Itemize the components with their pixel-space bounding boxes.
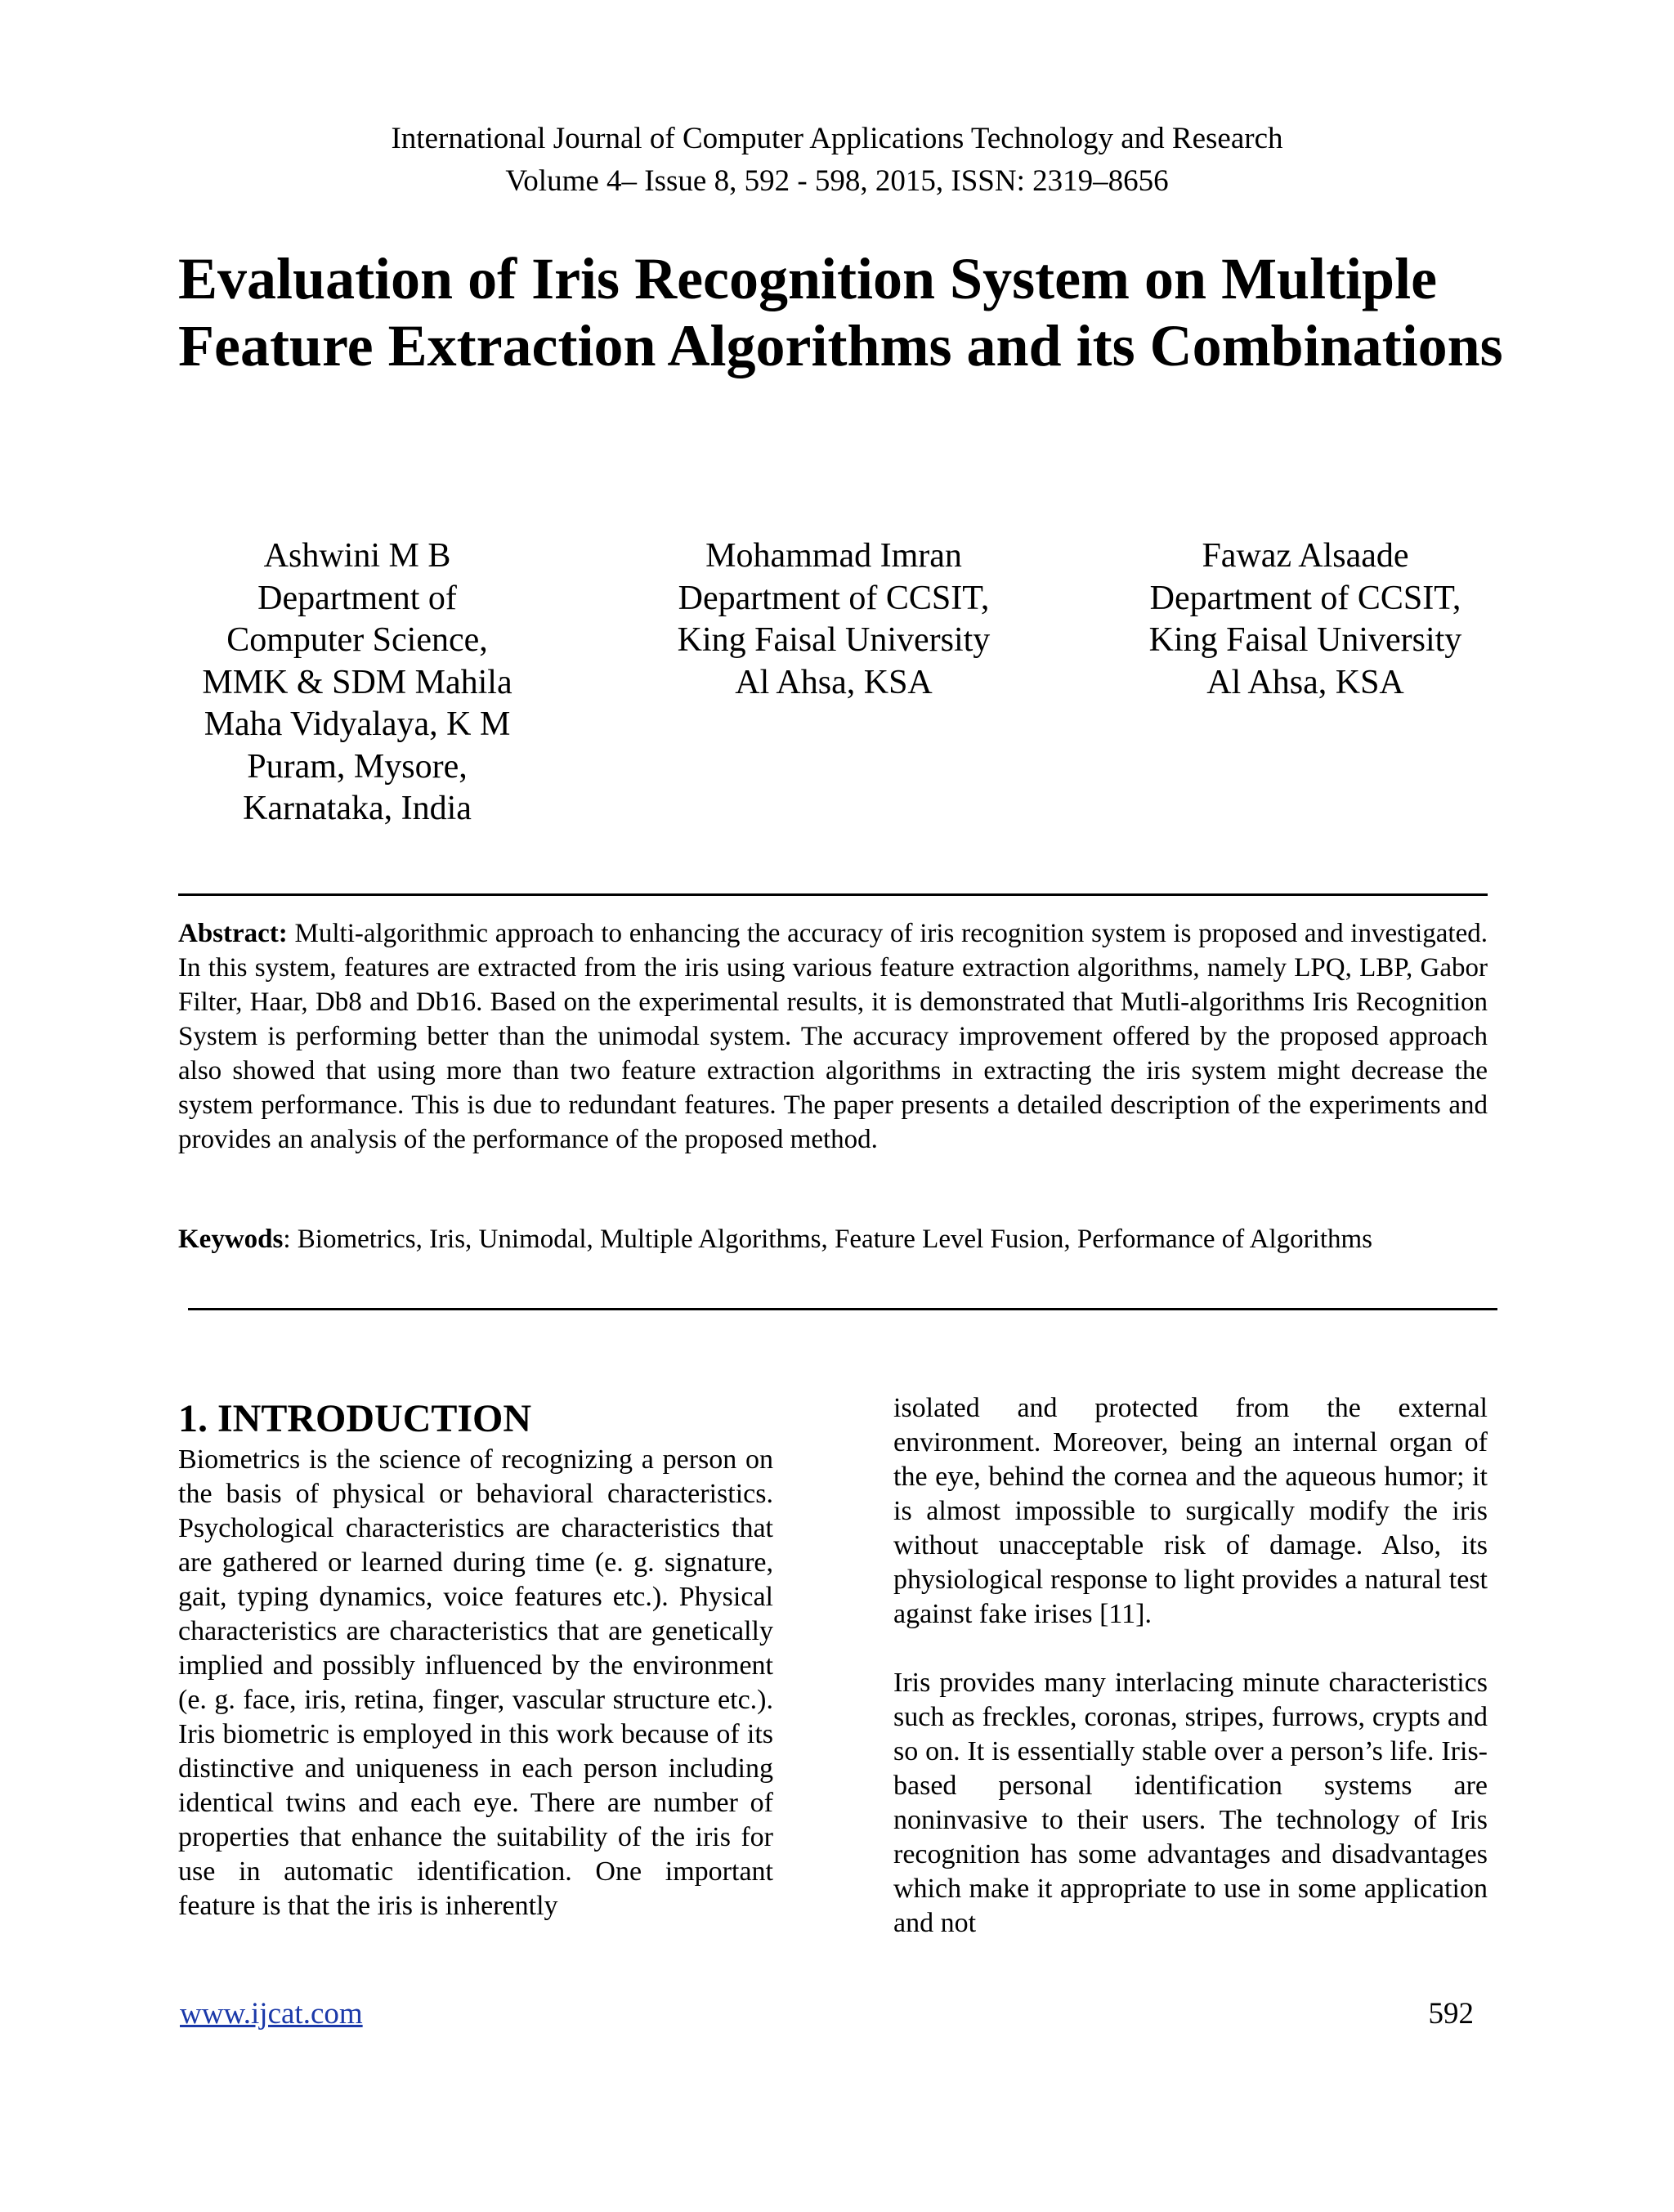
author-affiliation-line: Karnataka, India [243, 790, 472, 827]
abstract-label: Abstract: [178, 919, 288, 948]
author-affiliation-line: Puram, Mysore, [247, 747, 468, 786]
keywords [178, 1222, 1488, 1256]
author-affiliation-line: Department of CCSIT, [678, 579, 990, 617]
author-affiliation-line: Department of [257, 579, 457, 617]
author-name: Fawaz Alsaade [1202, 537, 1409, 575]
keywords-label: Keywods [178, 1225, 284, 1254]
author-affiliation-line: Al Ahsa, KSA [735, 663, 933, 701]
abstract [178, 916, 1488, 1157]
body-paragraph-col1: Biometrics is the science of recognizing a person on the basis of physical or behavioral characteristics. Psychological characteristics are characteristics that are gathered or learned during time (e. g. signature, gait, typing dynamics, voice features etc.). Physical characteristics are characteristics that are genetically implied and possibly influenced by the environment (e. g. face, iris, retina, finger, vascular structure etc.). Iris biometric is employed in this work because of its distinctive and uniqueness in each person including identical twins and each eye. There are number of properties that enhance the suitability of the iris for use in automatic identification. One important feature is that the iris is inherently [178, 1444, 773, 1921]
author-affiliation-line: Computer Science, [226, 621, 488, 659]
author-affiliation-line: King Faisal University [677, 621, 991, 659]
author-block-1 [186, 535, 529, 831]
page-number: 592 [1428, 1997, 1474, 2031]
journal-name: International Journal of Computer Applications Technology and Research [391, 122, 1283, 155]
author-name: Ashwini M B [263, 537, 451, 575]
author-affiliation-line: Department of CCSIT, [1149, 579, 1461, 617]
author-affiliation-line: Maha Vidyalaya, K M [204, 705, 511, 743]
author-affiliation-line: Al Ahsa, KSA [1206, 663, 1404, 701]
body-paragraph-col2-2: Iris provides many interlacing minute characteristics such as freckles, coronas, stripes, furrows, crypts and so on. It is essentially stable over a person’s life. Iris-based personal identification systems are noninvasive to their users. The technology of Iris recognition has some advantages and disadvantages which make it appropriate to use in some application and not [893, 1668, 1488, 1938]
section-heading: 1. INTRODUCTION [178, 1397, 532, 1440]
author-name: Mohammad Imran [705, 537, 962, 575]
footer-link[interactable]: www.ijcat.com [180, 1997, 363, 2031]
divider-bottom [188, 1308, 1497, 1310]
abstract-text: Multi-algorithmic approach to enhancing the accuracy of iris recognition system is proposed and investigated. In this system, features are extracted from the iris using various feature extraction algorithms, namely LPQ, LBP, Gabor Filter, Haar, Db8 and Db16. Based on the experimental results, it is demonstrated that Mutli-algorithms Iris Recognition System is performing better than the unimodal system. The accuracy improvement offered by the proposed approach also showed that using more than two feature extraction algorithms in extracting the iris system might decrease the system performance. This is due to redundant features. The paper presents a detailed description of the experiments and provides an analysis of the performance of the proposed method. [178, 919, 1488, 1154]
author-block-2 [662, 535, 1005, 704]
author-affiliation-line: MMK & SDM Mahila [202, 663, 512, 701]
author-block-3 [1134, 535, 1477, 704]
divider-top [178, 893, 1488, 896]
body-paragraph-col2-1: isolated and protected from the external environment. Moreover, being an internal organ of the eye, behind the cornea and the aqueous humor; it is almost impossible to surgically modify the iris without unacceptable risk of damage. Also, its physiological response to light provides a natural test against fake irises [11]. [893, 1393, 1488, 1629]
keywords-text: : Biometrics, Iris, Unimodal, Multiple Algorithms, Feature Level Fusion, Performance of Algorithms [283, 1225, 1372, 1254]
journal-volume-issue: Volume 4– Issue 8, 592 - 598, 2015, ISSN: 2319–8656 [505, 164, 1169, 198]
author-affiliation-line: King Faisal University [1148, 621, 1462, 659]
paper-title: Evaluation of Iris Recognition System on Multiple Feature Extraction Algorithms and its Combinations [178, 246, 1503, 378]
